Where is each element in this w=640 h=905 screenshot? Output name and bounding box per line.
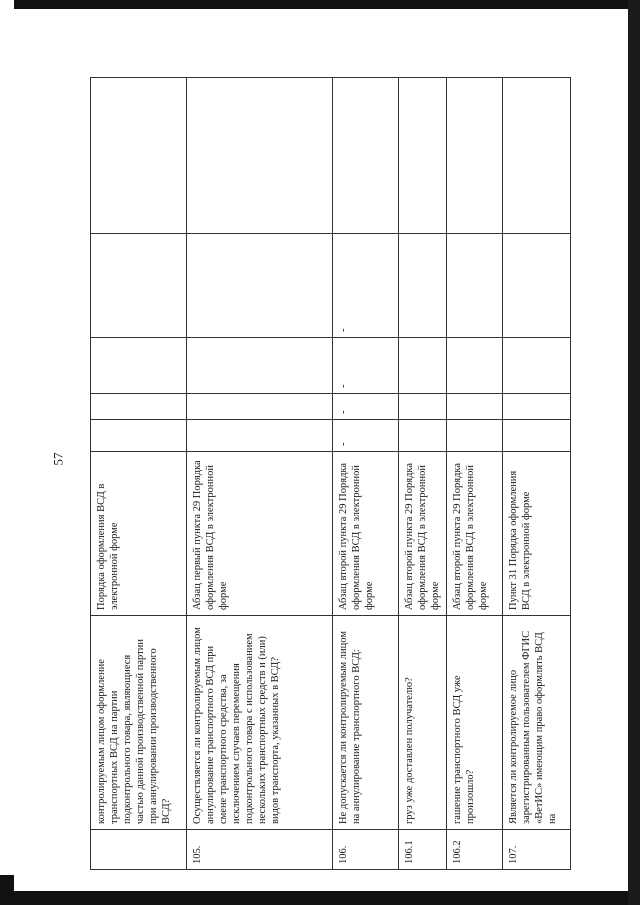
scan-border-right [628,0,640,905]
note-cell [333,78,399,234]
table-row [503,78,571,870]
answer-extra-cell: - [333,234,399,338]
scan-border-bottom [0,891,628,905]
question-cell: груз уже доставлен получателю? [399,616,447,830]
rotated-page-content [90,78,570,870]
scan-border-corner [0,875,14,905]
table-row [447,78,503,870]
answer-na-cell [187,338,333,394]
reference-cell: Порядка оформления ВСД в электронной форме [91,452,187,616]
row-number: 106. [333,830,399,870]
checklist-table [90,77,571,870]
row-number: 106.1 [399,830,447,870]
reference-cell: Абзац второй пункта 29 Порядка оформления ВСД в электронной форме [447,452,503,616]
answer-extra-cell [503,234,571,338]
answer-na-cell: - [333,338,399,394]
table-row [333,78,399,870]
table-row [399,78,447,870]
answer-no-cell [91,394,187,420]
question-cell: контролируемым лицом оформление транспортных ВСД на партии подконтрольного товара, являющиеся частью данной производственной партии при аннулировании производственного ВСД? [91,616,187,830]
note-cell [503,78,571,234]
note-cell [399,78,447,234]
scan-border-top [14,0,634,9]
question-cell: гашение транспортного ВСД уже произошло? [447,616,503,830]
reference-cell: Абзац второй пункта 29 Порядка оформления ВСД в электронной форме [399,452,447,616]
answer-yes-cell: - [333,420,399,452]
note-cell [447,78,503,234]
row-number: 105. [187,830,333,870]
checklist-table-area [90,78,570,870]
answer-extra-cell [91,234,187,338]
answer-na-cell [91,338,187,394]
answer-extra-cell [399,234,447,338]
answer-na-cell [447,338,503,394]
table-row [91,78,187,870]
answer-yes-cell [91,420,187,452]
reference-cell: Пункт 31 Порядка оформления ВСД в электронной форме [503,452,571,616]
answer-no-cell: - [333,394,399,420]
answer-yes-cell [187,420,333,452]
question-cell: Является ли контролируемое лицо зарегистрированным пользователем ФГИС «ВетИС» имеющим право оформлять ВСД на [503,616,571,830]
reference-cell: Абзац первый пункта 29 Порядка оформления ВСД в электронной форме [187,452,333,616]
row-number [91,830,187,870]
table-row [187,78,333,870]
note-cell [91,78,187,234]
answer-no-cell [503,394,571,420]
answer-yes-cell [399,420,447,452]
note-cell [187,78,333,234]
answer-yes-cell [447,420,503,452]
row-number: 107. [503,830,571,870]
reference-cell: Абзац второй пункта 29 Порядка оформления ВСД в электронной форме [333,452,399,616]
answer-na-cell [399,338,447,394]
answer-no-cell [187,394,333,420]
answer-no-cell [399,394,447,420]
answer-extra-cell [187,234,333,338]
row-number: 106.2 [447,830,503,870]
answer-yes-cell [503,420,571,452]
answer-na-cell [503,338,571,394]
question-cell: Не допускается ли контролируемым лицом на аннулирование транспортного ВСД: [333,616,399,830]
question-cell: Осуществляется ли контролируемым лицом аннулирование транспортного ВСД при смене транспортного средства, за исключением случаев перемещения подконтрольного товара с использованием нескольких транспортных средств и (или) видов транспорта, указанных в ВСД? [187,616,333,830]
page-number: 57 [50,452,66,466]
answer-no-cell [447,394,503,420]
answer-extra-cell [447,234,503,338]
